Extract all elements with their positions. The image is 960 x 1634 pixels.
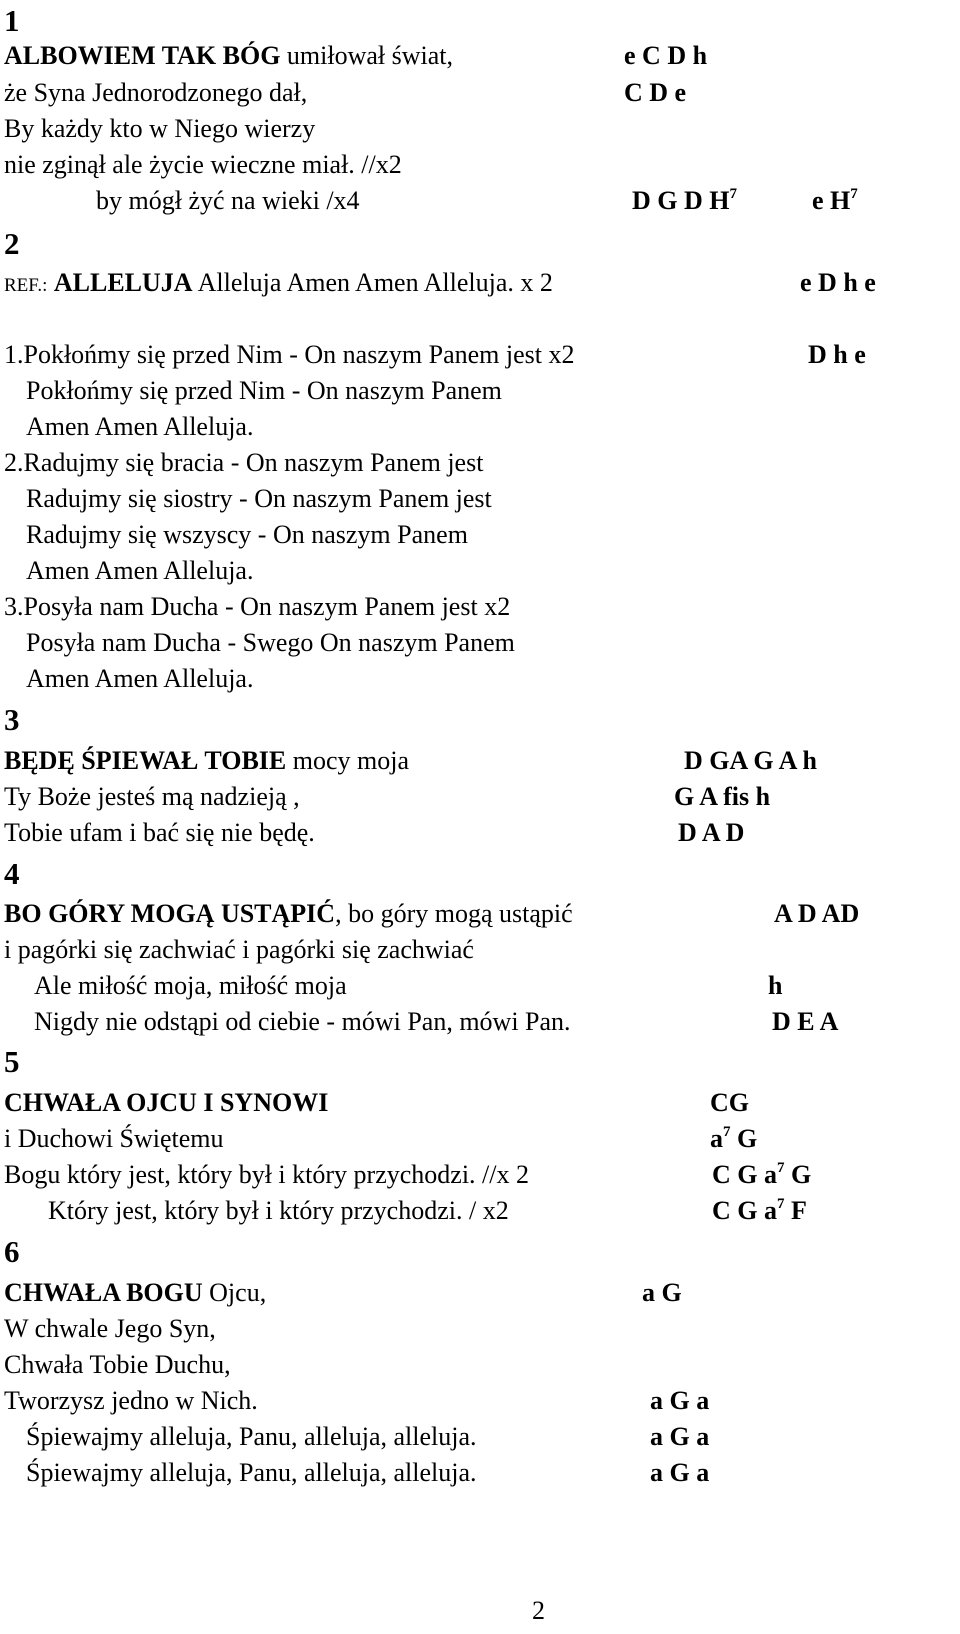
chord-line: e $H^7$ [812,186,858,215]
chord-line: e D h e [800,268,876,297]
song-number: 3 [4,702,20,737]
lyric-text: Amen Amen Alleluja. [26,412,254,441]
lyric-text: Ojcu, [202,1278,267,1307]
song-line [4,270,553,296]
lyric-text: Ty Boże jesteś mą nadzieją , [4,782,300,811]
song-number: 5 [4,1044,20,1079]
lyric-text: Chwała Tobie Duchu, [4,1350,231,1379]
lyric-text: umiłował świat, [280,41,454,70]
lyric-text: mocy moja [286,746,410,775]
chord-line: D E A [772,1007,839,1036]
lyric-text: by mógł żyć na wieki /x4 [96,186,360,215]
lyric-text: Alleluja Amen Amen Alleluja. x 2 [192,268,553,297]
lyric-text: Radujmy się siostry - On naszym Panem jest [26,484,492,513]
chord-line: C D e [624,78,687,107]
chord-line: C G $a^7$ F [712,1196,807,1225]
chord-line: D G D $H^7$ [632,186,737,215]
song-number: 1 [4,3,20,38]
lyric-text: By każdy kto w Niego wierzy [4,114,316,143]
lyric-text: Tworzysz jedno w Nich. [4,1386,258,1415]
chord-line: a G [642,1278,682,1307]
chord-line: C G $a^7$ G [712,1160,812,1189]
lyric-text: że Syna Jednorodzonego dał, [4,78,308,107]
lyric-text: Śpiewajmy alleluja, Panu, alleluja, alleluja. [26,1458,477,1487]
refrain-label: REF.: [4,275,48,296]
chord-line: $a^7$ G [710,1124,758,1153]
chord-line: G A fis h [674,782,771,811]
song-line [4,748,409,774]
chord-line: A D AD [774,899,860,928]
lyric-text: Śpiewajmy alleluja, Panu, alleluja, alleluja. [26,1422,477,1451]
lyric-text: Pokłońmy się przed Nim - On naszym Panem [26,376,502,405]
chord-line: a G a [650,1386,710,1415]
lyric-text: Bogu który jest, który był i który przychodzi. //x 2 [4,1160,529,1189]
lyric-text: Nigdy nie odstąpi od ciebie - mówi Pan, mówi Pan. [34,1007,571,1036]
song-number: 4 [4,856,20,891]
song-title: CHWAŁA BOGU [4,1278,203,1307]
lyric-text: 1.Pokłońmy się przed Nim - On naszym Panem jest x2 [4,340,575,369]
song-number: 6 [4,1234,20,1269]
lyric-text: Amen Amen Alleluja. [26,556,254,585]
song-title: ALBOWIEM TAK BÓG [4,41,281,70]
chord-line: D A D [678,818,745,847]
lyric-text: , bo góry mogą ustąpić [335,899,573,928]
song-line [4,43,453,69]
chord-line: CG [710,1088,749,1117]
lyric-text: i Duchowi Świętemu [4,1124,224,1153]
lyric-text: i pagórki się zachwiać i pagórki się zachwiać [4,935,474,964]
lyric-text: Ale miłość moja, miłość moja [34,971,347,1000]
song-line [4,901,573,927]
song-number: 2 [4,226,20,261]
chord-line: h [768,971,783,1000]
lyric-text: W chwale Jego Syn, [4,1314,216,1343]
song-title: BO GÓRY MOGĄ USTĄPIĆ [4,899,336,928]
lyric-text: Który jest, który był i który przychodzi. / x2 [48,1196,509,1225]
chord-line: D GA G A h [684,746,817,775]
chord-line: D h e [808,340,866,369]
song-title: CHWAŁA OJCU I SYNOWI [4,1088,329,1117]
lyric-text: 3.Posyła nam Ducha - On naszym Panem jest x2 [4,592,511,621]
lyric-text: Posyła nam Ducha - Swego On naszym Panem [26,628,515,657]
song-title: BĘDĘ ŚPIEWAŁ TOBIE [4,746,287,775]
lyric-text: Amen Amen Alleluja. [26,664,254,693]
song-title: ALLELUJA [53,268,193,297]
lyric-text: Radujmy się wszyscy - On naszym Panem [26,520,468,549]
lyric-text: nie zginął ale życie wieczne miał. //x2 [4,150,402,179]
song-line [4,1280,266,1306]
chord-line: e C D h [624,41,708,70]
page-number: 2 [532,1596,545,1625]
chord-line: a G a [650,1422,710,1451]
lyric-text: Tobie ufam i bać się nie będę. [4,818,315,847]
chord-line: a G a [650,1458,710,1487]
lyric-text: 2.Radujmy się bracia - On naszym Panem jest [4,448,484,477]
